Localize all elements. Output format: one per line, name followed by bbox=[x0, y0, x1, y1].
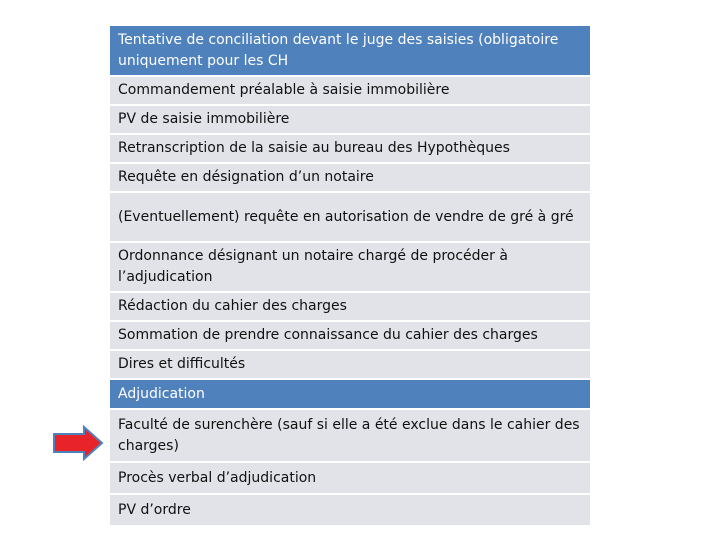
step-row-dires: Dires et difficultés bbox=[110, 351, 590, 378]
step-row-adjudication: Adjudication bbox=[110, 380, 590, 408]
step-row-pv-adjudication: Procès verbal d’adjudication bbox=[110, 463, 590, 493]
step-row-retranscription: Retranscription de la saisie au bureau des Hypothèques bbox=[110, 135, 590, 162]
step-row-commandement: Commandement préalable à saisie immobilière bbox=[110, 77, 590, 104]
step-row-requete-gre-a-gre: (Eventuellement) requête en autorisation de vendre de gré à gré bbox=[110, 193, 590, 241]
step-row-requete-notaire: Requête en désignation d’un notaire bbox=[110, 164, 590, 191]
step-row-pv-saisie: PV de saisie immobilière bbox=[110, 106, 590, 133]
step-row-conciliation: Tentative de conciliation devant le juge des saisies (obligatoire uniquement pour les CH bbox=[110, 26, 590, 75]
step-row-sommation: Sommation de prendre connaissance du cahier des charges bbox=[110, 322, 590, 349]
right-arrow-icon bbox=[52, 425, 104, 461]
step-row-pv-ordre: PV d’ordre bbox=[110, 495, 590, 525]
step-row-ordonnance: Ordonnance désignant un notaire chargé de procéder à l’adjudication bbox=[110, 243, 590, 291]
step-row-cahier-des-charges: Rédaction du cahier des charges bbox=[110, 293, 590, 320]
step-row-surenchere: Faculté de surenchère (sauf si elle a été exclue dans le cahier des charges) bbox=[110, 410, 590, 461]
procedure-steps-table bbox=[110, 26, 590, 525]
